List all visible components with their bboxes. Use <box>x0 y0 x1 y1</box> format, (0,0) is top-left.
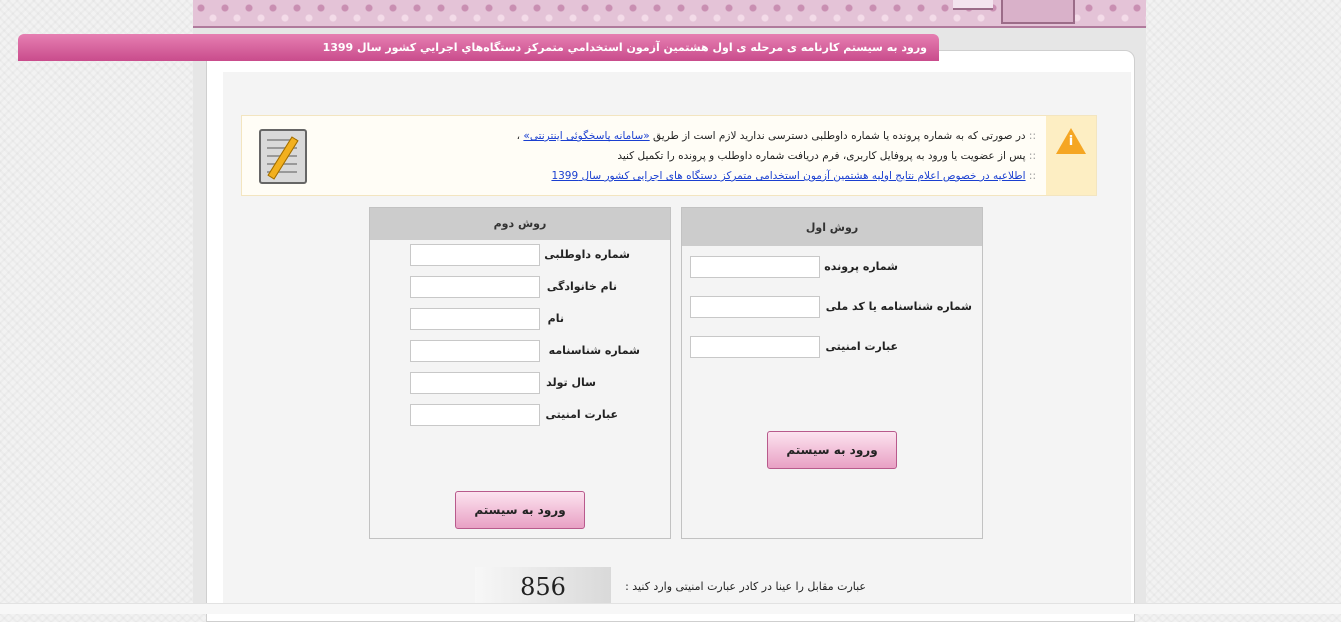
security-code-label-2: عبارت امنیتی <box>545 408 618 421</box>
security-code-input-1[interactable] <box>690 336 820 358</box>
notice-line-3: :: اطلاعیه در خصوص اعلام نتایج اولیه هشتمین آزمون استخدامی متمرکز دستگاه های اجرایی کشور سال 1399 <box>551 170 1036 182</box>
birth-cert-number-input[interactable] <box>410 340 540 362</box>
page-title: ورود به سيستم کارنامه ی مرحله ی اول هشتمین آزمون استخدامي متمرکز دستگاه‌هاي اجرايي کشور سال 1399 <box>18 34 939 61</box>
national-id-input[interactable] <box>690 296 820 318</box>
method1-title: روش اول <box>682 208 982 246</box>
notice-line-2-text: پس از عضویت یا ورود به پروفایل کاربری، فرم دریافت شماره داوطلب و پرونده را تکمیل کنید <box>617 150 1026 162</box>
candidate-number-label: شماره داوطلبی <box>544 248 630 261</box>
first-name-input[interactable] <box>410 308 540 330</box>
notice-line-1-suffix: ، <box>516 130 521 142</box>
results-announcement-link[interactable]: اطلاعیه در خصوص اعلام نتایج اولیه هشتمین آزمون استخدامی متمرکز دستگاه های اجرایی کشور سال 1399 <box>551 170 1026 182</box>
candidate-number-input[interactable] <box>410 244 540 266</box>
notice-line-2: :: پس از عضویت یا ورود به پروفایل کاربری، فرم دریافت شماره داوطلب و پرونده را تکمیل کنید <box>617 150 1036 162</box>
method2-box <box>369 207 671 539</box>
banner-ornament <box>953 0 993 10</box>
login-button-method1[interactable]: ورود به سیستم <box>767 431 897 469</box>
first-name-label: نام <box>547 312 564 325</box>
national-id-label: شماره شناسنامه یا کد ملی <box>825 300 972 313</box>
login-button-method2[interactable]: ورود به سیستم <box>455 491 585 529</box>
bottom-strip <box>0 603 1341 614</box>
file-number-input[interactable] <box>690 256 820 278</box>
support-system-link[interactable]: «سامانه پاسخگوئی اینترنتی» <box>523 130 650 142</box>
birth-year-input[interactable] <box>410 372 540 394</box>
banner-logo-frame <box>1001 0 1075 24</box>
last-name-label: نام خانوادگی <box>546 280 617 293</box>
header-banner <box>193 0 1146 28</box>
method2-title: روش دوم <box>370 208 670 240</box>
notice-text <box>376 126 1036 186</box>
birth-cert-number-label: شماره شناسنامه <box>548 344 640 357</box>
notice-box <box>241 115 1097 196</box>
file-number-label: شماره پرونده <box>824 260 898 273</box>
birth-year-label: سال تولد <box>546 376 596 389</box>
security-code-input-2[interactable] <box>410 404 540 426</box>
security-code-label-1: عبارت امنیتی <box>825 340 898 353</box>
notice-line-1-prefix: در صورتی که به شماره پرونده یا شماره داوطلبی دسترسی ندارید لازم است از طریق <box>653 130 1026 142</box>
last-name-input[interactable] <box>410 276 540 298</box>
warning-panel <box>1046 116 1096 195</box>
captcha-image: 856 <box>475 567 611 605</box>
notepad-icon <box>259 129 307 184</box>
method1-box <box>681 207 983 539</box>
notice-line-1: :: در صورتی که به شماره پرونده یا شماره داوطلبی دسترسی ندارید لازم است از طریق «سامانه پاسخگوئی اینترنتی» ، <box>516 130 1036 142</box>
captcha-instruction: عبارت مقابل را عینا در کادر عبارت امنیتی وارد کنید : <box>625 580 866 593</box>
warning-icon: i <box>1056 128 1086 154</box>
